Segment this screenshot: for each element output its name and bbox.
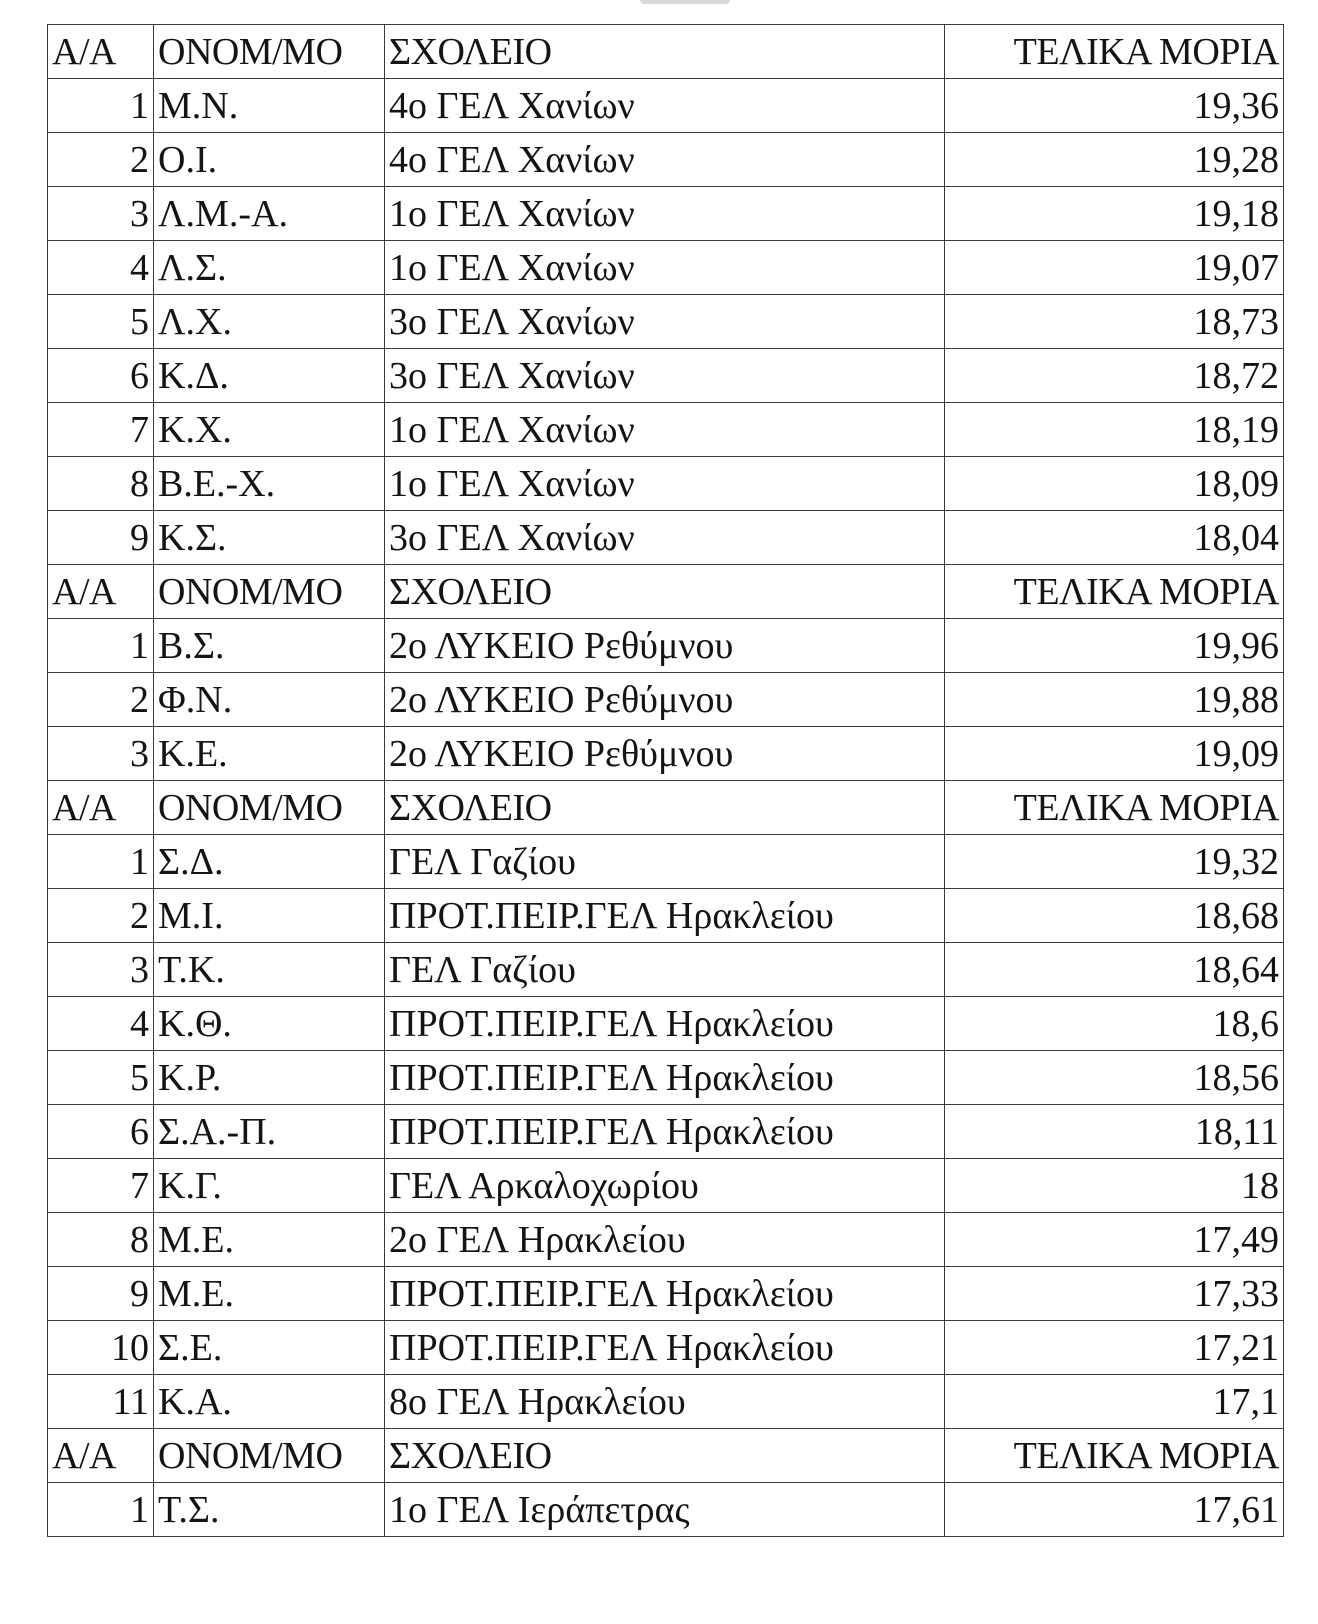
final-score: 18,56 <box>945 1051 1284 1105</box>
header-name: ΟΝΟΜ/ΜΟ <box>154 565 385 619</box>
row-number: 3 <box>48 943 154 997</box>
school-name: 4ο ΓΕΛ Χανίων <box>385 133 945 187</box>
final-score: 19,96 <box>945 619 1284 673</box>
scan-artifact <box>640 0 730 4</box>
row-number: 3 <box>48 727 154 781</box>
row-number: 3 <box>48 187 154 241</box>
header-name: ΟΝΟΜ/ΜΟ <box>154 781 385 835</box>
final-score: 19,32 <box>945 835 1284 889</box>
table-row <box>48 511 1284 565</box>
table-row <box>48 835 1284 889</box>
header-score: ΤΕΛΙΚΑ ΜΟΡΙΑ <box>945 1429 1284 1483</box>
header-school: ΣΧΟΛΕΙΟ <box>385 565 945 619</box>
row-number: 2 <box>48 133 154 187</box>
row-number: 9 <box>48 511 154 565</box>
row-number: 7 <box>48 403 154 457</box>
table-row <box>48 943 1284 997</box>
school-name: ΠΡΟΤ.ΠΕΙΡ.ΓΕΛ Ηρακλείου <box>385 1105 945 1159</box>
header-aa: Α/Α <box>48 25 154 79</box>
final-score: 19,07 <box>945 241 1284 295</box>
final-score: 19,18 <box>945 187 1284 241</box>
table-row <box>48 1267 1284 1321</box>
table-row <box>48 727 1284 781</box>
row-number: 1 <box>48 79 154 133</box>
row-number: 1 <box>48 1483 154 1537</box>
final-score: 19,28 <box>945 133 1284 187</box>
final-score: 18,19 <box>945 403 1284 457</box>
school-name: ΠΡΟΤ.ΠΕΙΡ.ΓΕΛ Ηρακλείου <box>385 889 945 943</box>
school-name: ΠΡΟΤ.ΠΕΙΡ.ΓΕΛ Ηρακλείου <box>385 1321 945 1375</box>
results-table <box>47 24 1284 1537</box>
school-name: 2ο ΛΥΚΕΙΟ Ρεθύμνου <box>385 619 945 673</box>
table-row <box>48 1375 1284 1429</box>
student-initials: Μ.Ε. <box>154 1267 385 1321</box>
school-name: 1ο ΓΕΛ Ιεράπετρας <box>385 1483 945 1537</box>
school-name: ΠΡΟΤ.ΠΕΙΡ.ΓΕΛ Ηρακλείου <box>385 997 945 1051</box>
table-row <box>48 997 1284 1051</box>
row-number: 2 <box>48 889 154 943</box>
student-initials: Σ.Δ. <box>154 835 385 889</box>
table-row <box>48 1105 1284 1159</box>
header-school: ΣΧΟΛΕΙΟ <box>385 1429 945 1483</box>
school-name: 2ο ΓΕΛ Ηρακλείου <box>385 1213 945 1267</box>
row-number: 1 <box>48 835 154 889</box>
school-name: 1ο ΓΕΛ Χανίων <box>385 403 945 457</box>
school-name: 2ο ΛΥΚΕΙΟ Ρεθύμνου <box>385 673 945 727</box>
final-score: 18,6 <box>945 997 1284 1051</box>
table-row <box>48 1213 1284 1267</box>
final-score: 17,33 <box>945 1267 1284 1321</box>
row-number: 11 <box>48 1375 154 1429</box>
header-name: ΟΝΟΜ/ΜΟ <box>154 1429 385 1483</box>
row-number: 2 <box>48 673 154 727</box>
student-initials: Σ.Α.-Π. <box>154 1105 385 1159</box>
student-initials: Κ.Γ. <box>154 1159 385 1213</box>
school-name: 1ο ΓΕΛ Χανίων <box>385 241 945 295</box>
header-name: ΟΝΟΜ/ΜΟ <box>154 25 385 79</box>
school-name: ΓΕΛ Γαζίου <box>385 943 945 997</box>
final-score: 17,21 <box>945 1321 1284 1375</box>
student-initials: Φ.Ν. <box>154 673 385 727</box>
table-row <box>48 79 1284 133</box>
table-row <box>48 1159 1284 1213</box>
header-aa: Α/Α <box>48 781 154 835</box>
table-row <box>48 295 1284 349</box>
student-initials: Τ.Κ. <box>154 943 385 997</box>
row-number: 10 <box>48 1321 154 1375</box>
header-school: ΣΧΟΛΕΙΟ <box>385 781 945 835</box>
final-score: 18 <box>945 1159 1284 1213</box>
school-name: 1ο ΓΕΛ Χανίων <box>385 187 945 241</box>
student-initials: Κ.Ρ. <box>154 1051 385 1105</box>
section-header-row <box>48 565 1284 619</box>
table-row <box>48 1051 1284 1105</box>
section-header-row <box>48 25 1284 79</box>
results-table-body <box>48 25 1284 1537</box>
final-score: 18,11 <box>945 1105 1284 1159</box>
final-score: 18,72 <box>945 349 1284 403</box>
student-initials: Σ.Ε. <box>154 1321 385 1375</box>
row-number: 8 <box>48 1213 154 1267</box>
final-score: 17,49 <box>945 1213 1284 1267</box>
table-row <box>48 241 1284 295</box>
section-header-row <box>48 781 1284 835</box>
student-initials: Κ.Ε. <box>154 727 385 781</box>
school-name: 3ο ΓΕΛ Χανίων <box>385 511 945 565</box>
row-number: 6 <box>48 1105 154 1159</box>
final-score: 18,09 <box>945 457 1284 511</box>
student-initials: Β.Ε.-Χ. <box>154 457 385 511</box>
student-initials: Κ.Α. <box>154 1375 385 1429</box>
header-score: ΤΕΛΙΚΑ ΜΟΡΙΑ <box>945 565 1284 619</box>
table-row <box>48 1483 1284 1537</box>
row-number: 8 <box>48 457 154 511</box>
final-score: 18,73 <box>945 295 1284 349</box>
school-name: 4ο ΓΕΛ Χανίων <box>385 79 945 133</box>
table-row <box>48 619 1284 673</box>
student-initials: Κ.Χ. <box>154 403 385 457</box>
table-row <box>48 1321 1284 1375</box>
header-score: ΤΕΛΙΚΑ ΜΟΡΙΑ <box>945 781 1284 835</box>
row-number: 9 <box>48 1267 154 1321</box>
school-name: ΠΡΟΤ.ΠΕΙΡ.ΓΕΛ Ηρακλείου <box>385 1051 945 1105</box>
student-initials: Μ.Ε. <box>154 1213 385 1267</box>
header-aa: Α/Α <box>48 1429 154 1483</box>
final-score: 17,1 <box>945 1375 1284 1429</box>
row-number: 5 <box>48 1051 154 1105</box>
row-number: 6 <box>48 349 154 403</box>
student-initials: Ο.Ι. <box>154 133 385 187</box>
row-number: 4 <box>48 997 154 1051</box>
final-score: 18,64 <box>945 943 1284 997</box>
student-initials: Λ.Μ.-Α. <box>154 187 385 241</box>
final-score: 19,88 <box>945 673 1284 727</box>
school-name: 3ο ΓΕΛ Χανίων <box>385 349 945 403</box>
student-initials: Κ.Θ. <box>154 997 385 1051</box>
header-score: ΤΕΛΙΚΑ ΜΟΡΙΑ <box>945 25 1284 79</box>
final-score: 19,09 <box>945 727 1284 781</box>
table-row <box>48 187 1284 241</box>
student-initials: Β.Σ. <box>154 619 385 673</box>
section-header-row <box>48 1429 1284 1483</box>
header-aa: Α/Α <box>48 565 154 619</box>
final-score: 19,36 <box>945 79 1284 133</box>
school-name: ΓΕΛ Αρκαλοχωρίου <box>385 1159 945 1213</box>
row-number: 1 <box>48 619 154 673</box>
table-row <box>48 673 1284 727</box>
row-number: 4 <box>48 241 154 295</box>
table-row <box>48 457 1284 511</box>
final-score: 18,68 <box>945 889 1284 943</box>
school-name: 1ο ΓΕΛ Χανίων <box>385 457 945 511</box>
student-initials: Λ.Χ. <box>154 295 385 349</box>
table-row <box>48 889 1284 943</box>
student-initials: Λ.Σ. <box>154 241 385 295</box>
row-number: 7 <box>48 1159 154 1213</box>
student-initials: Μ.Ν. <box>154 79 385 133</box>
row-number: 5 <box>48 295 154 349</box>
table-row <box>48 349 1284 403</box>
student-initials: Κ.Σ. <box>154 511 385 565</box>
header-school: ΣΧΟΛΕΙΟ <box>385 25 945 79</box>
school-name: 3ο ΓΕΛ Χανίων <box>385 295 945 349</box>
student-initials: Κ.Δ. <box>154 349 385 403</box>
school-name: 8ο ΓΕΛ Ηρακλείου <box>385 1375 945 1429</box>
final-score: 17,61 <box>945 1483 1284 1537</box>
student-initials: Τ.Σ. <box>154 1483 385 1537</box>
school-name: ΓΕΛ Γαζίου <box>385 835 945 889</box>
table-row <box>48 133 1284 187</box>
student-initials: Μ.Ι. <box>154 889 385 943</box>
school-name: 2ο ΛΥΚΕΙΟ Ρεθύμνου <box>385 727 945 781</box>
final-score: 18,04 <box>945 511 1284 565</box>
table-row <box>48 403 1284 457</box>
school-name: ΠΡΟΤ.ΠΕΙΡ.ΓΕΛ Ηρακλείου <box>385 1267 945 1321</box>
